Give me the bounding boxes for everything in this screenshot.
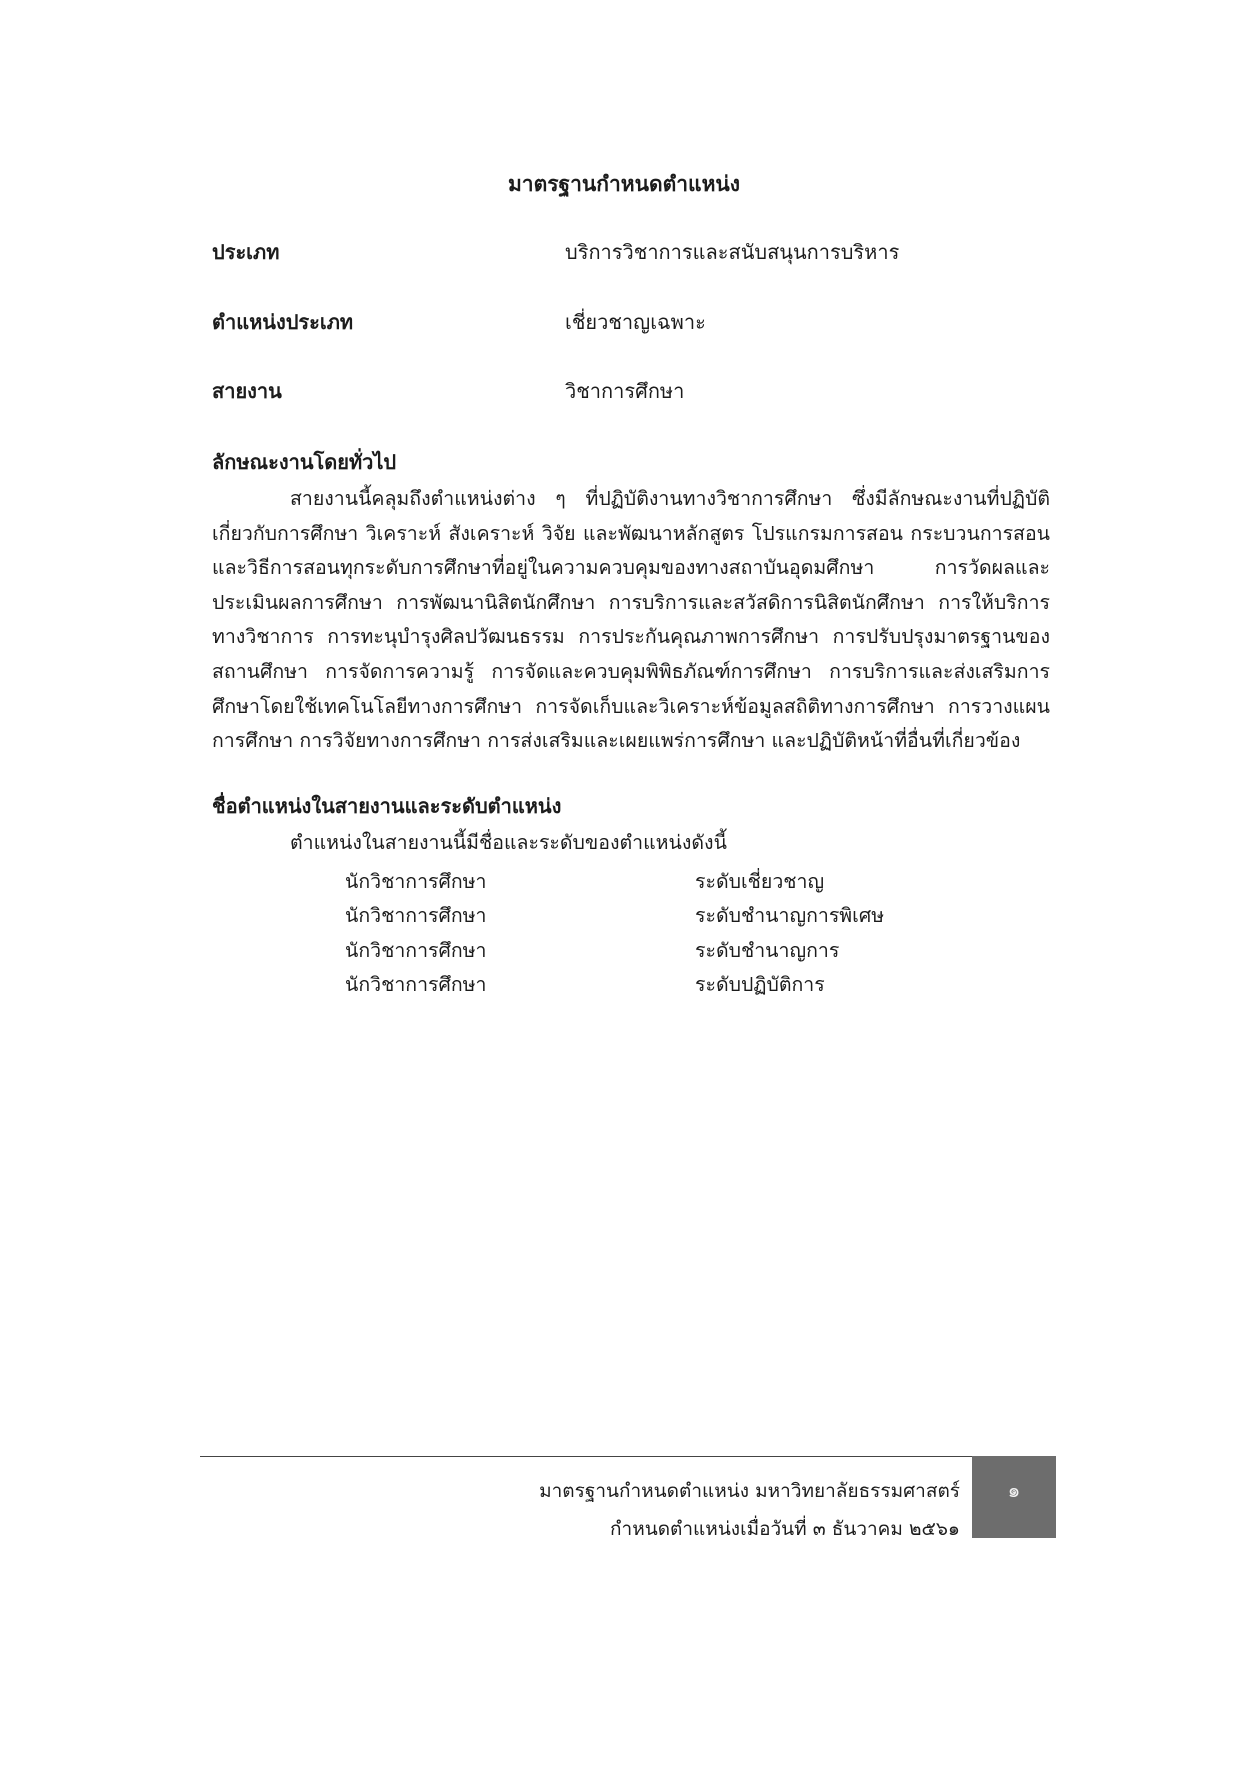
position-name: นักวิชาการศึกษา: [345, 869, 487, 893]
footer-line-date: กำหนดตำแหน่งเมื่อวันที่ ๓ ธันวาคม ๒๕๖๑: [610, 1518, 960, 1540]
position-name: นักวิชาการศึกษา: [345, 904, 487, 928]
general-section-heading: ลักษณะงานโดยทั่วไป: [212, 450, 397, 474]
position-level: ระดับปฏิบัติการ: [695, 973, 825, 997]
position-level: ระดับเชี่ยวชาญ: [695, 869, 825, 893]
list-item: [345, 968, 965, 1003]
field-label-type: ประเภท: [212, 240, 280, 264]
position-name: นักวิชาการศึกษา: [345, 973, 487, 997]
field-value-position-type: เชี่ยวชาญเฉพาะ: [565, 310, 706, 334]
list-item: [345, 899, 965, 934]
list-item: [345, 864, 965, 899]
footer-text: [539, 1472, 960, 1548]
field-label-position-type: ตำแหน่งประเภท: [212, 310, 354, 334]
positions-intro: ตำแหน่งในสายงานนี้มีชื่อและระดับของตำแหน่งดังนี้: [290, 831, 727, 854]
field-value-line-of-work: วิชาการศึกษา: [565, 379, 685, 403]
position-level: ระดับชำนาญการ: [695, 938, 840, 962]
position-level: ระดับชำนาญการพิเศษ: [695, 904, 885, 928]
page-number-box: [972, 1456, 1056, 1538]
positions-list: [345, 864, 965, 1002]
position-name: นักวิชาการศึกษา: [345, 938, 487, 962]
footer-divider: [200, 1456, 972, 1457]
general-section-paragraph: สายงานนี้คลุมถึงตำแหน่งต่าง ๆ ที่ปฏิบัติงานทางวิชาการศึกษา ซึ่งมีลักษณะงานที่ปฏิบัติเกี่ยวกับการศึกษา วิเคราะห์ สังเคราะห์ วิจัย และพัฒนาหลักสูตร โปรแกรมการสอน กระบวนการสอนและวิธีการสอนทุกระดับการศึกษาที่อยู่ในความควบคุมของทางสถาบันอุดมศึกษา การวัดผลและประเมินผลการศึกษา การพัฒนานิสิตนักศึกษา การบริการและสวัสดิการนิสิตนักศึกษา การให้บริการทางวิชาการ การทะนุบำรุงศิลปวัฒนธรรม การประกันคุณภาพการศึกษา การปรับปรุงมาตรฐานของสถานศึกษา การจัดการความรู้ การจัดและควบคุมพิพิธภัณฑ์การศึกษา การบริการและส่งเสริมการศึกษาโดยใช้เทคโนโลยีทางการศึกษา การจัดเก็บและวิเคราะห์ข้อมูลสถิติทางการศึกษา การวางแผนการศึกษา การวิจัยทางการศึกษา การส่งเสริมและเผยแพร่การศึกษา และปฏิบัติหน้าที่อื่นที่เกี่ยวข้อง: [212, 487, 1050, 753]
footer-line-university: มาตรฐานกำหนดตำแหน่ง มหาวิทยาลัยธรรมศาสตร์: [539, 1480, 960, 1502]
positions-section-heading: ชื่อตำแหน่งในสายงานและระดับตำแหน่ง: [212, 794, 562, 818]
document-title: มาตรฐานกำหนดตำแหน่ง: [507, 172, 741, 196]
list-item: [345, 933, 965, 968]
field-value-type: บริการวิชาการและสนับสนุนการบริหาร: [565, 240, 900, 264]
field-label-line-of-work: สายงาน: [212, 379, 282, 403]
page-number: ๑: [1007, 1478, 1021, 1502]
